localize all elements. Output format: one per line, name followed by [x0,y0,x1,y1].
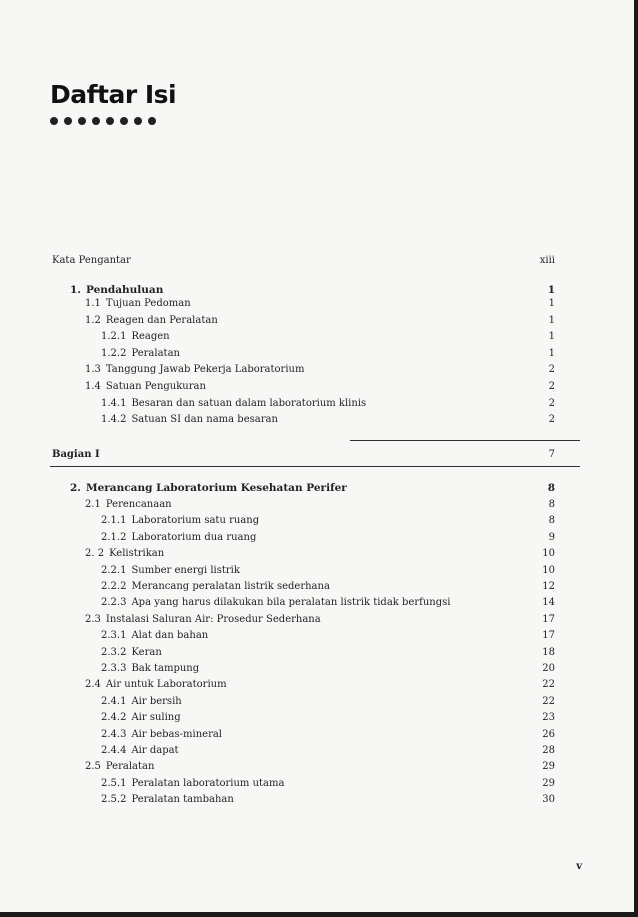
toc-entry-title [101,794,234,806]
toc-entry-label: Perencanaan [105,499,172,510]
toc-entry-number: 2. 2 [85,548,105,560]
toc-entry[interactable] [85,315,555,327]
toc-entry[interactable] [101,348,555,360]
toc-entry-title [85,298,191,310]
toc-entry-label: Air suling [131,712,181,724]
toc-entry-page: 1 [548,347,555,359]
toc-part-entry[interactable] [52,449,555,461]
toc-entry[interactable] [101,729,555,741]
toc-entry-title [101,696,182,708]
toc-entry-page: 9 [548,531,555,543]
toc-entry-title [101,581,330,593]
toc-entry-page: 10 [542,564,555,576]
scan-edge-right [634,0,638,917]
toc-entry-page: 29 [542,777,555,789]
toc-entry[interactable] [101,565,555,577]
toc-entry-page: 2 [548,364,555,376]
bullet-dot-icon [50,117,58,125]
toc-entry-title [101,515,259,527]
toc-entry-number: 2. [70,482,81,494]
toc-entry[interactable] [101,581,555,593]
toc-entry-number: 2.1 [85,499,101,510]
toc-entry-page: 17 [542,613,555,625]
toc-entry-label: Merancang peralatan listrik sederhana [131,581,330,592]
toc-entry-page: xiii [539,255,555,266]
bullet-dot-icon [120,117,128,125]
page-number: v [576,861,582,872]
toc-entry-page: 12 [542,581,555,592]
toc-entry-page: 2 [548,381,555,392]
toc-entry-page: 2 [548,397,555,409]
toc-entry-number: 1. [70,284,81,296]
toc-entry-page: 22 [542,679,555,691]
toc-entry-title [101,729,222,741]
toc-entry[interactable] [85,548,555,560]
toc-entry-page: 26 [542,728,555,740]
toc-entry[interactable] [85,381,555,393]
toc-entry-page: 8 [548,515,555,527]
toc-entry[interactable] [85,761,555,773]
toc-entry-label: Bak tampung [131,663,200,674]
toc-entry-number: 2.1.2 [101,531,127,543]
toc-entry-title [85,761,154,773]
toc-entry[interactable] [101,712,555,724]
toc-entry-title [101,597,450,609]
toc-entry-page: 8 [547,482,555,494]
toc-entry[interactable] [101,398,555,410]
title-dots-decoration [50,117,156,125]
toc-entry-page: 8 [548,499,555,510]
toc-entry-number: 1.4 [85,381,101,392]
toc-entry-label: Sumber energi listrik [131,564,240,576]
toc-entry[interactable] [85,679,555,691]
toc-entry-title [101,565,240,577]
toc-entry[interactable] [101,745,555,757]
toc-entry[interactable] [101,532,555,544]
toc-entry-number: 2.4.1 [101,695,127,707]
section-divider [50,466,580,467]
toc-entry[interactable] [101,778,555,790]
toc-entry-number: 2.3.2 [101,646,127,658]
toc-entry-title [101,348,180,360]
scan-edge-bottom [0,912,638,917]
toc-entry[interactable] [101,331,555,343]
toc-entry-number: 2.2.1 [101,564,127,576]
toc-entry-title [70,284,163,296]
toc-entry-label: Tanggung Jawab Pekerja Laboratorium [105,364,305,376]
toc-entry-label: Peralatan laboratorium utama [131,777,285,789]
toc-entry-number: 2.4.4 [101,745,127,756]
toc-entry-number: 1.1 [85,298,101,309]
toc-entry[interactable] [85,364,555,376]
toc-entry-label: Merancang Laboratorium Kesehatan Perifer [85,482,347,494]
toc-entry-page: 29 [542,761,555,773]
toc-entry-label: Reagen dan Peralatan [105,314,218,326]
toc-entry-label: Apa yang harus dilakukan bila peralatan listrik tidak berfungsi [131,597,451,609]
toc-entry-page: 28 [542,745,555,756]
toc-entry[interactable] [101,597,555,609]
toc-entry-number: 2.4.3 [101,728,127,740]
toc-entry-label: Air untuk Laboratorium [105,679,227,691]
toc-entry-label: Kelistrikan [109,548,165,560]
toc-entry[interactable] [101,630,555,642]
toc-entry-number: 2.5.1 [101,777,127,789]
toc-entry-number: 1.4.2 [101,414,127,426]
toc-entry-label: Laboratorium satu ruang [131,515,260,527]
toc-entry-label: Reagen [131,331,170,343]
toc-entry-page: 17 [542,630,555,642]
toc-entry-page: 1 [548,331,555,343]
toc-entry[interactable] [70,284,555,296]
toc-entry-label: Tujuan Pedoman [105,298,191,309]
toc-entry-number: 1.2 [85,314,101,326]
toc-entry-title [101,630,208,642]
toc-entry-number: 2.5 [85,761,101,773]
toc-entry-page: 1 [548,314,555,326]
toc-entry-label: Keran [131,646,162,658]
toc-entry-title [85,364,304,376]
toc-entry-number: 2.3.1 [101,630,127,642]
toc-entry-label: Laboratorium dua ruang [131,531,257,543]
toc-entry-label: Instalasi Saluran Air: Prosedur Sederhana [105,613,321,625]
toc-entry-number: 1.2.2 [101,347,127,359]
toc-part-page: 7 [548,449,555,460]
bullet-dot-icon [78,117,86,125]
page-title: Daftar Isi [50,80,177,109]
toc-entry[interactable] [101,647,555,659]
toc-entry-page: 1 [547,284,555,296]
toc-entry-title [85,315,218,327]
toc-entry-title [101,331,170,343]
toc-entry-title [101,712,181,724]
toc-entry-page: 22 [542,695,555,707]
toc-entry-title [85,679,227,691]
bullet-dot-icon [64,117,72,125]
toc-entry-label: Kata Pengantar [52,255,131,266]
toc-entry-label: Satuan Pengukuran [105,381,206,392]
toc-entry[interactable] [101,696,555,708]
toc-entry[interactable] [70,482,555,494]
toc-entry-title [101,647,162,659]
toc-entry-label: Satuan SI dan nama besaran [131,414,278,426]
toc-entry-number: 2.1.1 [101,515,127,527]
toc-entry-label: Air dapat [131,745,179,756]
toc-entry[interactable] [101,663,555,675]
toc-entry-label: Peralatan [105,761,155,773]
toc-entry-title [52,255,131,267]
toc-entry-page: 14 [542,597,555,609]
toc-entry-title [101,663,199,675]
toc-entry-number: 2.5.2 [101,794,127,806]
section-divider [350,440,580,441]
bullet-dot-icon [92,117,100,125]
toc-entry-page: 30 [542,794,555,806]
toc-entry[interactable] [52,255,555,267]
toc-entry[interactable] [101,794,555,806]
toc-entry-title [85,381,206,393]
toc-entry-page: 23 [542,712,555,724]
toc-entry-label: Peralatan [131,347,180,359]
toc-entry-page: 1 [548,298,555,309]
toc-entry-number: 2.3.3 [101,663,127,674]
toc-entry-label: Air bebas-mineral [131,728,223,740]
toc-entry[interactable] [85,614,555,626]
toc-entry-number: 2.2.2 [101,581,127,592]
toc-entry[interactable] [101,414,555,426]
toc-entry-label: Peralatan tambahan [131,794,234,806]
toc-entry-page: 10 [542,548,555,560]
bullet-dot-icon [134,117,142,125]
toc-entry-title [85,548,164,560]
toc-entry-title [101,398,366,410]
toc-entry-title [101,414,278,426]
toc-entry-title [70,482,347,494]
toc-entry-label: Alat dan bahan [131,630,209,642]
toc-part-label: Bagian I [52,449,100,460]
toc-entry[interactable] [101,515,555,527]
toc-entry-number: 1.2.1 [101,331,127,343]
toc-entry-number: 2.4 [85,679,101,691]
toc-entry-page: 20 [542,663,555,674]
toc-entry-title [101,532,256,544]
toc-entry[interactable] [85,499,555,511]
toc-entry[interactable] [85,298,555,310]
bullet-dot-icon [148,117,156,125]
toc-entry-number: 2.2.3 [101,597,127,609]
toc-entry-title [85,499,172,511]
toc-entry-number: 2.4.2 [101,712,127,724]
toc-entry-number: 2.3 [85,613,101,625]
toc-entry-label: Besaran dan satuan dalam laboratorium klinis [131,397,367,409]
toc-entry-page: 2 [548,414,555,426]
toc-entry-number: 1.3 [85,364,101,376]
toc-entry-page: 18 [542,646,555,658]
toc-entry-label: Pendahuluan [85,284,164,296]
bullet-dot-icon [106,117,114,125]
toc-entry-label: Air bersih [131,695,182,707]
toc-entry-number: 1.4.1 [101,397,127,409]
toc-entry-title [101,745,179,757]
toc-entry-title [85,614,321,626]
toc-entry-title [101,778,284,790]
